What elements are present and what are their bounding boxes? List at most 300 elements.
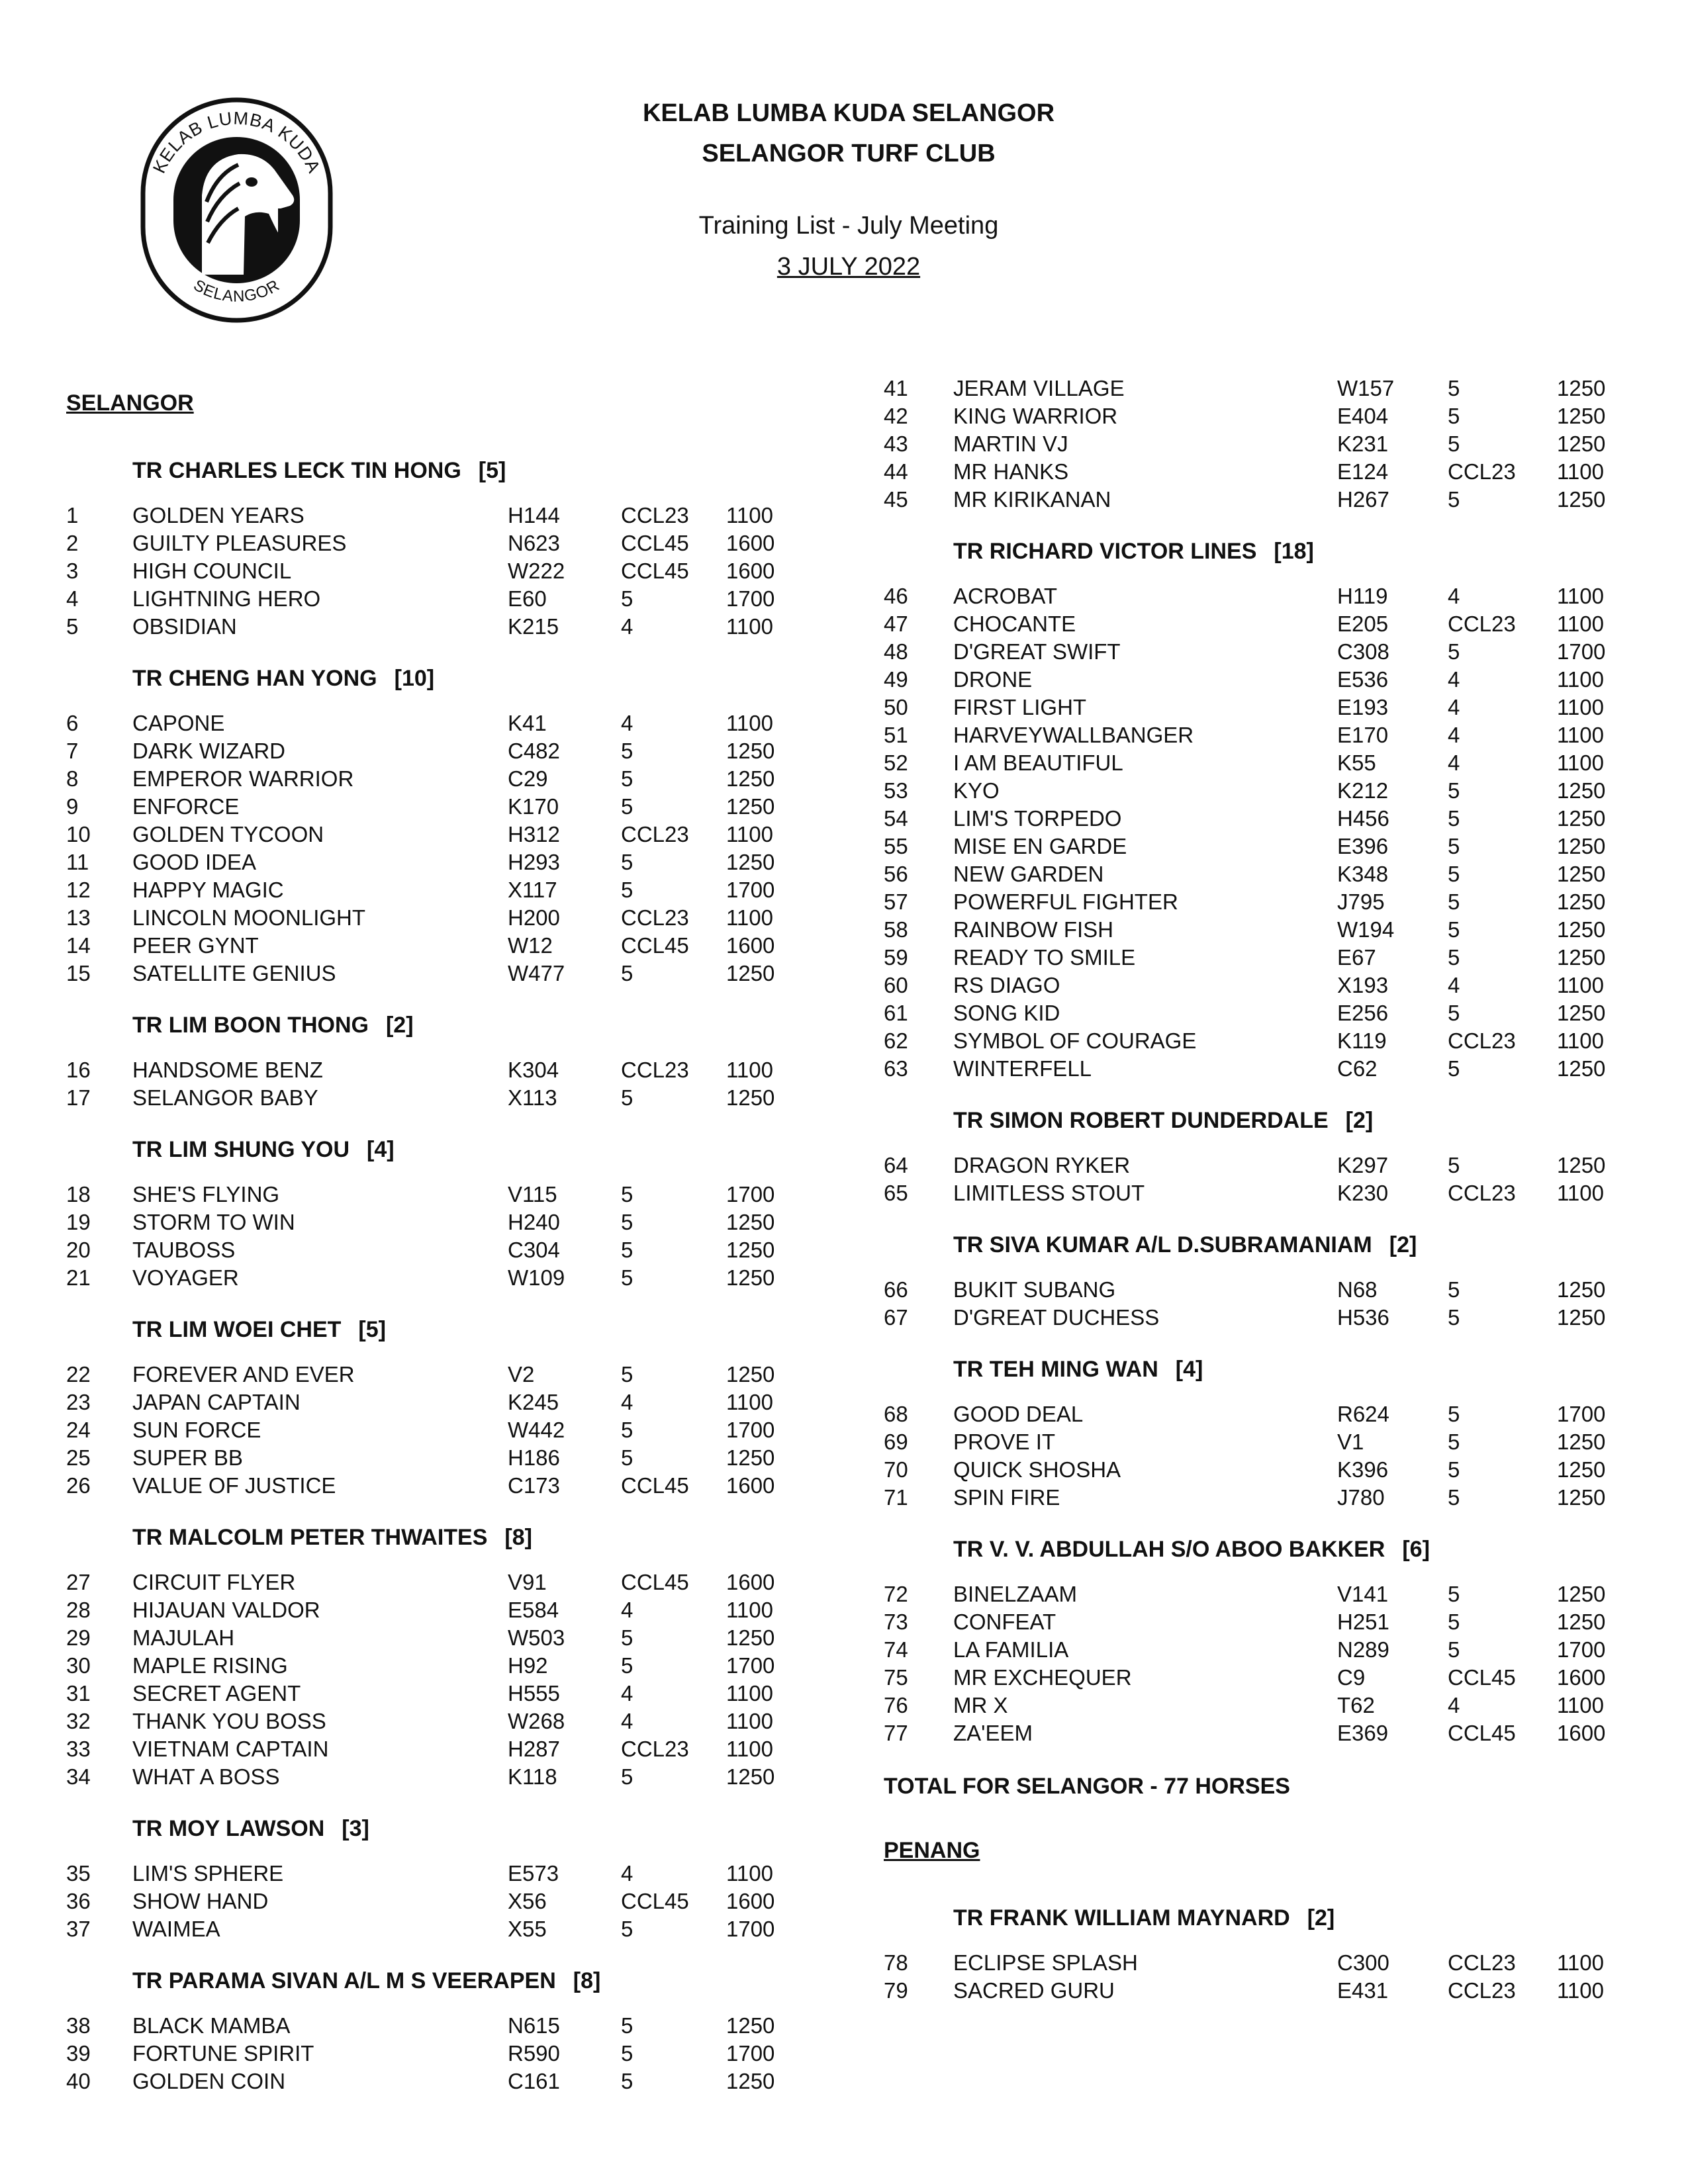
- entry-number: 79: [884, 1978, 908, 2003]
- race-class: 5: [621, 2069, 633, 2093]
- trainer-name: TR V. V. ABDULLAH S/O ABOO BAKKER: [953, 1537, 1385, 1562]
- horse-name: POWERFUL FIGHTER: [953, 889, 1178, 914]
- distance: 1100: [1557, 1950, 1604, 1975]
- entry-number: 54: [884, 806, 908, 831]
- horse-name: RS DIAGO: [953, 973, 1060, 997]
- entry-number: 62: [884, 1028, 908, 1053]
- distance: 1100: [1557, 723, 1604, 747]
- horse-name: D'GREAT SWIFT: [953, 639, 1121, 664]
- brand-code: E256: [1337, 1001, 1389, 1025]
- brand-code: C9: [1337, 1665, 1366, 1690]
- trainer-name: TR TEH MING WAN: [953, 1357, 1158, 1382]
- brand-code: H287: [508, 1737, 560, 1761]
- horse-name: THANK YOU BOSS: [132, 1709, 326, 1733]
- race-class: 4: [621, 1390, 633, 1414]
- trainer-heading: [132, 1525, 532, 1551]
- distance: 1250: [1557, 862, 1606, 886]
- brand-code: C304: [508, 1238, 560, 1262]
- race-class: CCL23: [1448, 612, 1516, 636]
- race-class: 5: [621, 961, 633, 985]
- entry-number: 15: [66, 961, 91, 985]
- entry-number: 56: [884, 862, 908, 886]
- entry-number: 3: [66, 559, 79, 583]
- club-name-malay: KELAB LUMBA KUDA SELANGOR: [642, 99, 1055, 127]
- horse-count: [6]: [1402, 1537, 1430, 1562]
- race-class: 4: [1448, 751, 1460, 775]
- entry-number: 39: [66, 2041, 91, 2066]
- entry-number: 1: [66, 503, 79, 527]
- entry-number: 41: [884, 376, 908, 400]
- entry-number: 76: [884, 1693, 908, 1717]
- distance: 1100: [726, 1598, 773, 1622]
- brand-code: V2: [508, 1362, 535, 1387]
- entry-number: 27: [66, 1570, 91, 1594]
- entry-number: 5: [66, 614, 79, 639]
- entry-number: 65: [884, 1181, 908, 1205]
- race-class: 5: [1448, 639, 1460, 664]
- distance: 1250: [1557, 1305, 1606, 1330]
- distance: 1250: [1557, 1277, 1606, 1302]
- brand-code: J795: [1337, 889, 1385, 914]
- entry-number: 47: [884, 612, 908, 636]
- entry-number: 23: [66, 1390, 91, 1414]
- entry-number: 45: [884, 487, 908, 512]
- distance: 1100: [1557, 1028, 1604, 1053]
- distance: 1100: [726, 503, 773, 527]
- distance: 1250: [1557, 889, 1606, 914]
- brand-code: K396: [1337, 1457, 1389, 1482]
- entry-number: 49: [884, 667, 908, 692]
- brand-code: W503: [508, 1625, 565, 1650]
- horse-name: TAUBOSS: [132, 1238, 236, 1262]
- distance: 1100: [726, 1681, 773, 1706]
- race-class: 4: [1448, 695, 1460, 719]
- brand-code: J780: [1337, 1485, 1385, 1510]
- distance: 1250: [726, 961, 775, 985]
- horse-name: STORM TO WIN: [132, 1210, 295, 1234]
- horse-name: PROVE IT: [953, 1430, 1056, 1454]
- race-class: CCL23: [621, 905, 689, 930]
- horse-name: DRAGON RYKER: [953, 1153, 1131, 1177]
- brand-code: N289: [1337, 1637, 1389, 1662]
- trainer-name: TR SIVA KUMAR A/L D.SUBRAMANIAM: [953, 1232, 1372, 1257]
- trainer-heading: [132, 1816, 369, 1842]
- brand-code: W194: [1337, 917, 1395, 942]
- distance: 1250: [726, 794, 775, 819]
- horse-name: MAPLE RISING: [132, 1653, 288, 1678]
- race-class: 5: [621, 1238, 633, 1262]
- race-class: 5: [1448, 376, 1460, 400]
- horse-name: SONG KID: [953, 1001, 1060, 1025]
- horse-name: LA FAMILIA: [953, 1637, 1069, 1662]
- entry-number: 17: [66, 1085, 91, 1110]
- brand-code: C308: [1337, 639, 1389, 664]
- horse-name: BUKIT SUBANG: [953, 1277, 1116, 1302]
- entry-number: 57: [884, 889, 908, 914]
- distance: 1250: [726, 1764, 775, 1789]
- horse-name: SHE'S FLYING: [132, 1182, 280, 1206]
- race-class: CCL23: [621, 1737, 689, 1761]
- horse-name: LIMITLESS STOUT: [953, 1181, 1145, 1205]
- brand-code: N68: [1337, 1277, 1378, 1302]
- brand-code: K245: [508, 1390, 559, 1414]
- trainer-heading: [132, 1317, 386, 1343]
- horse-name: BINELZAAM: [953, 1582, 1078, 1606]
- race-class: CCL23: [1448, 1028, 1516, 1053]
- race-class: 4: [621, 1861, 633, 1886]
- trainer-name: TR LIM WOEI CHET: [132, 1317, 342, 1342]
- horse-count: [2]: [1307, 1905, 1335, 1931]
- distance: 1250: [1557, 1485, 1606, 1510]
- brand-code: V141: [1337, 1582, 1389, 1606]
- entry-number: 22: [66, 1362, 91, 1387]
- distance: 1250: [1557, 487, 1606, 512]
- race-class: 4: [621, 1709, 633, 1733]
- horse-name: KYO: [953, 778, 1000, 803]
- entry-number: 64: [884, 1153, 908, 1177]
- entry-number: 10: [66, 822, 91, 846]
- brand-code: X55: [508, 1917, 547, 1941]
- brand-code: H312: [508, 822, 560, 846]
- race-class: CCL23: [1448, 1950, 1516, 1975]
- brand-code: E396: [1337, 834, 1389, 858]
- entry-number: 7: [66, 739, 79, 763]
- horse-name: LINCOLN MOONLIGHT: [132, 905, 366, 930]
- race-class: 4: [621, 614, 633, 639]
- distance: 1100: [726, 1861, 773, 1886]
- brand-code: E573: [508, 1861, 559, 1886]
- brand-code: K304: [508, 1058, 559, 1082]
- distance: 1100: [726, 1058, 773, 1082]
- horse-name: WINTERFELL: [953, 1056, 1092, 1081]
- distance: 1250: [1557, 778, 1606, 803]
- distance: 1100: [726, 1709, 773, 1733]
- distance: 1600: [726, 531, 775, 555]
- race-class: 5: [1448, 834, 1460, 858]
- brand-code: V1: [1337, 1430, 1364, 1454]
- horse-count: [8]: [504, 1525, 532, 1550]
- brand-code: H240: [508, 1210, 560, 1234]
- distance: 1600: [726, 559, 775, 583]
- race-class: 4: [1448, 723, 1460, 747]
- entry-number: 36: [66, 1889, 91, 1913]
- horse-count: [5]: [358, 1317, 386, 1342]
- entry-number: 42: [884, 404, 908, 428]
- entry-number: 25: [66, 1445, 91, 1470]
- horse-name: MARTIN VJ: [953, 432, 1068, 456]
- trainer-name: TR SIMON ROBERT DUNDERDALE: [953, 1108, 1329, 1133]
- entry-number: 77: [884, 1721, 908, 1745]
- race-class: 5: [621, 1764, 633, 1789]
- trainer-name: TR LIM BOON THONG: [132, 1013, 369, 1038]
- distance: 1600: [726, 1889, 775, 1913]
- horse-count: [8]: [573, 1968, 601, 1993]
- horse-name: HAPPY MAGIC: [132, 878, 284, 902]
- entry-number: 18: [66, 1182, 91, 1206]
- distance: 1100: [726, 1390, 773, 1414]
- horse-count: [2]: [385, 1013, 414, 1038]
- horse-count: [4]: [367, 1137, 395, 1162]
- distance: 1250: [1557, 1056, 1606, 1081]
- entry-number: 4: [66, 586, 79, 611]
- entry-number: 60: [884, 973, 908, 997]
- brand-code: T62: [1337, 1693, 1375, 1717]
- distance: 1100: [1557, 612, 1604, 636]
- race-class: 5: [1448, 917, 1460, 942]
- distance: 1100: [1557, 667, 1604, 692]
- horse-count: [5]: [478, 458, 506, 483]
- race-class: 4: [1448, 584, 1460, 608]
- entry-number: 11: [66, 850, 89, 874]
- race-class: 5: [621, 2041, 633, 2066]
- horse-count: [10]: [394, 666, 435, 691]
- race-class: 5: [1448, 432, 1460, 456]
- trainer-name: TR RICHARD VICTOR LINES: [953, 539, 1257, 564]
- race-class: 5: [621, 586, 633, 611]
- horse-name: RAINBOW FISH: [953, 917, 1114, 942]
- entry-number: 66: [884, 1277, 908, 1302]
- brand-code: K118: [508, 1764, 557, 1789]
- horse-name: MR X: [953, 1693, 1008, 1717]
- horse-name: FIRST LIGHT: [953, 695, 1087, 719]
- race-class: CCL45: [621, 1570, 689, 1594]
- horse-name: HIGH COUNCIL: [132, 559, 292, 583]
- trainer-heading: [132, 1013, 414, 1038]
- entry-number: 2: [66, 531, 79, 555]
- entry-number: 33: [66, 1737, 91, 1761]
- distance: 1100: [726, 711, 773, 735]
- race-class: 5: [1448, 1485, 1460, 1510]
- race-class: 5: [621, 1362, 633, 1387]
- entry-number: 78: [884, 1950, 908, 1975]
- brand-code: E60: [508, 586, 547, 611]
- distance: 1100: [1557, 973, 1604, 997]
- horse-name: LIM'S SPHERE: [132, 1861, 284, 1886]
- brand-code: E205: [1337, 612, 1389, 636]
- trainer-heading: [953, 1357, 1203, 1383]
- entry-number: 53: [884, 778, 908, 803]
- horse-name: LIM'S TORPEDO: [953, 806, 1122, 831]
- distance: 1100: [726, 905, 773, 930]
- horse-name: MR KIRIKANAN: [953, 487, 1111, 512]
- distance: 1250: [1557, 1610, 1606, 1634]
- distance: 1250: [1557, 432, 1606, 456]
- distance: 1600: [726, 1473, 775, 1498]
- trainer-heading: [132, 666, 434, 692]
- entry-number: 68: [884, 1402, 908, 1426]
- trainer-name: TR CHARLES LECK TIN HONG: [132, 458, 461, 483]
- entry-number: 12: [66, 878, 91, 902]
- brand-code: C482: [508, 739, 560, 763]
- distance: 1250: [726, 766, 775, 791]
- race-class: CCL45: [621, 531, 689, 555]
- race-class: 5: [621, 794, 633, 819]
- entry-number: 74: [884, 1637, 908, 1662]
- entry-number: 73: [884, 1610, 908, 1634]
- horse-name: WAIMEA: [132, 1917, 220, 1941]
- entry-number: 24: [66, 1418, 91, 1442]
- horse-name: DRONE: [953, 667, 1033, 692]
- horse-name: ECLIPSE SPLASH: [953, 1950, 1138, 1975]
- brand-code: K119: [1337, 1028, 1387, 1053]
- race-class: CCL23: [621, 503, 689, 527]
- brand-code: K297: [1337, 1153, 1389, 1177]
- distance: 1100: [726, 822, 773, 846]
- distance: 1250: [1557, 806, 1606, 831]
- race-class: CCL45: [1448, 1721, 1516, 1745]
- distance: 1250: [1557, 1430, 1606, 1454]
- distance: 1250: [726, 850, 775, 874]
- horse-count: [2]: [1345, 1108, 1374, 1133]
- brand-code: W109: [508, 1265, 565, 1290]
- horse-name: SACRED GURU: [953, 1978, 1115, 2003]
- brand-code: R590: [508, 2041, 560, 2066]
- race-class: 5: [1448, 1153, 1460, 1177]
- trainer-name: TR LIM SHUNG YOU: [132, 1137, 350, 1162]
- race-class: CCL23: [621, 822, 689, 846]
- horse-name: BLACK MAMBA: [132, 2013, 291, 2038]
- horse-name: VIETNAM CAPTAIN: [132, 1737, 329, 1761]
- region-heading: SELANGOR: [66, 390, 194, 416]
- race-class: 5: [621, 1210, 633, 1234]
- brand-code: R624: [1337, 1402, 1389, 1426]
- race-class: 5: [1448, 1402, 1460, 1426]
- horse-count: [4]: [1175, 1357, 1203, 1382]
- race-class: 4: [1448, 667, 1460, 692]
- brand-code: K212: [1337, 778, 1389, 803]
- horse-name: GOLDEN TYCOON: [132, 822, 324, 846]
- distance: 1250: [1557, 376, 1606, 400]
- trainer-name: TR MALCOLM PETER THWAITES: [132, 1525, 488, 1550]
- horse-name: ACROBAT: [953, 584, 1058, 608]
- distance: 1250: [726, 1238, 775, 1262]
- brand-code: H555: [508, 1681, 560, 1706]
- brand-code: H456: [1337, 806, 1389, 831]
- trainer-name: TR CHENG HAN YONG: [132, 666, 377, 691]
- horse-name: SPIN FIRE: [953, 1485, 1060, 1510]
- club-name-english: SELANGOR TURF CLUB: [702, 140, 996, 167]
- race-class: CCL23: [1448, 1181, 1516, 1205]
- horse-name: EMPEROR WARRIOR: [132, 766, 354, 791]
- horse-name: SELANGOR BABY: [132, 1085, 318, 1110]
- distance: 1700: [726, 586, 775, 611]
- entry-number: 26: [66, 1473, 91, 1498]
- distance: 1250: [726, 1265, 775, 1290]
- entry-number: 43: [884, 432, 908, 456]
- distance: 1250: [1557, 945, 1606, 970]
- entry-number: 34: [66, 1764, 91, 1789]
- entry-number: 67: [884, 1305, 908, 1330]
- distance: 1700: [1557, 1402, 1606, 1426]
- entry-number: 38: [66, 2013, 91, 2038]
- distance: 1700: [726, 1418, 775, 1442]
- race-class: 5: [1448, 862, 1460, 886]
- entry-number: 50: [884, 695, 908, 719]
- distance: 1100: [726, 1737, 773, 1761]
- brand-code: K41: [508, 711, 547, 735]
- brand-code: W157: [1337, 376, 1395, 400]
- entry-number: 71: [884, 1485, 908, 1510]
- entry-number: 61: [884, 1001, 908, 1025]
- brand-code: E536: [1337, 667, 1389, 692]
- brand-code: W222: [508, 559, 565, 583]
- entry-number: 75: [884, 1665, 908, 1690]
- horse-name: GOOD DEAL: [953, 1402, 1084, 1426]
- race-class: CCL45: [621, 1473, 689, 1498]
- horse-name: GOOD IDEA: [132, 850, 257, 874]
- distance: 1100: [1557, 584, 1604, 608]
- horse-name: DARK WIZARD: [132, 739, 285, 763]
- entry-number: 58: [884, 917, 908, 942]
- race-class: 4: [1448, 973, 1460, 997]
- distance: 1600: [726, 1570, 775, 1594]
- distance: 1700: [726, 2041, 775, 2066]
- race-class: 5: [621, 766, 633, 791]
- brand-code: K170: [508, 794, 559, 819]
- brand-code: E193: [1337, 695, 1389, 719]
- brand-code: W268: [508, 1709, 565, 1733]
- race-class: 4: [621, 1681, 633, 1706]
- horse-name: SUN FORCE: [132, 1418, 261, 1442]
- distance: 1600: [726, 933, 775, 958]
- brand-code: C173: [508, 1473, 560, 1498]
- horse-name: VALUE OF JUSTICE: [132, 1473, 336, 1498]
- horse-name: HIJAUAN VALDOR: [132, 1598, 320, 1622]
- horse-name: FOREVER AND EVER: [132, 1362, 355, 1387]
- entry-number: 29: [66, 1625, 91, 1650]
- race-class: 5: [621, 1653, 633, 1678]
- race-class: 4: [1448, 1693, 1460, 1717]
- horse-name: JAPAN CAPTAIN: [132, 1390, 301, 1414]
- brand-code: X193: [1337, 973, 1389, 997]
- horse-name: SYMBOL OF COURAGE: [953, 1028, 1197, 1053]
- entry-number: 28: [66, 1598, 91, 1622]
- brand-code: K55: [1337, 751, 1376, 775]
- race-class: 5: [1448, 1637, 1460, 1662]
- entry-number: 59: [884, 945, 908, 970]
- brand-code: E584: [508, 1598, 559, 1622]
- brand-code: C62: [1337, 1056, 1378, 1081]
- distance: 1700: [726, 1182, 775, 1206]
- brand-code: H144: [508, 503, 560, 527]
- horse-name: LIGHTNING HERO: [132, 586, 321, 611]
- distance: 1250: [726, 2069, 775, 2093]
- brand-code: V91: [508, 1570, 547, 1594]
- entry-number: 20: [66, 1238, 91, 1262]
- entry-number: 48: [884, 639, 908, 664]
- race-class: 5: [621, 1182, 633, 1206]
- horse-name: MAJULAH: [132, 1625, 235, 1650]
- distance: 1700: [726, 878, 775, 902]
- brand-code: X113: [508, 1085, 557, 1110]
- distance: 1250: [1557, 1153, 1606, 1177]
- trainer-heading: [953, 1537, 1430, 1563]
- distance: 1100: [726, 614, 773, 639]
- brand-code: W442: [508, 1418, 565, 1442]
- entry-number: 37: [66, 1917, 91, 1941]
- race-class: 5: [1448, 889, 1460, 914]
- horse-name: OBSIDIAN: [132, 614, 237, 639]
- distance: 1250: [1557, 1582, 1606, 1606]
- horse-count: [2]: [1389, 1232, 1417, 1257]
- distance: 1250: [726, 2013, 775, 2038]
- region-heading: PENANG: [884, 1838, 980, 1863]
- race-class: 5: [621, 739, 633, 763]
- race-class: 5: [621, 1625, 633, 1650]
- race-class: 5: [1448, 1430, 1460, 1454]
- horse-name: SUPER BB: [132, 1445, 243, 1470]
- right-column: [884, 0, 1678, 2184]
